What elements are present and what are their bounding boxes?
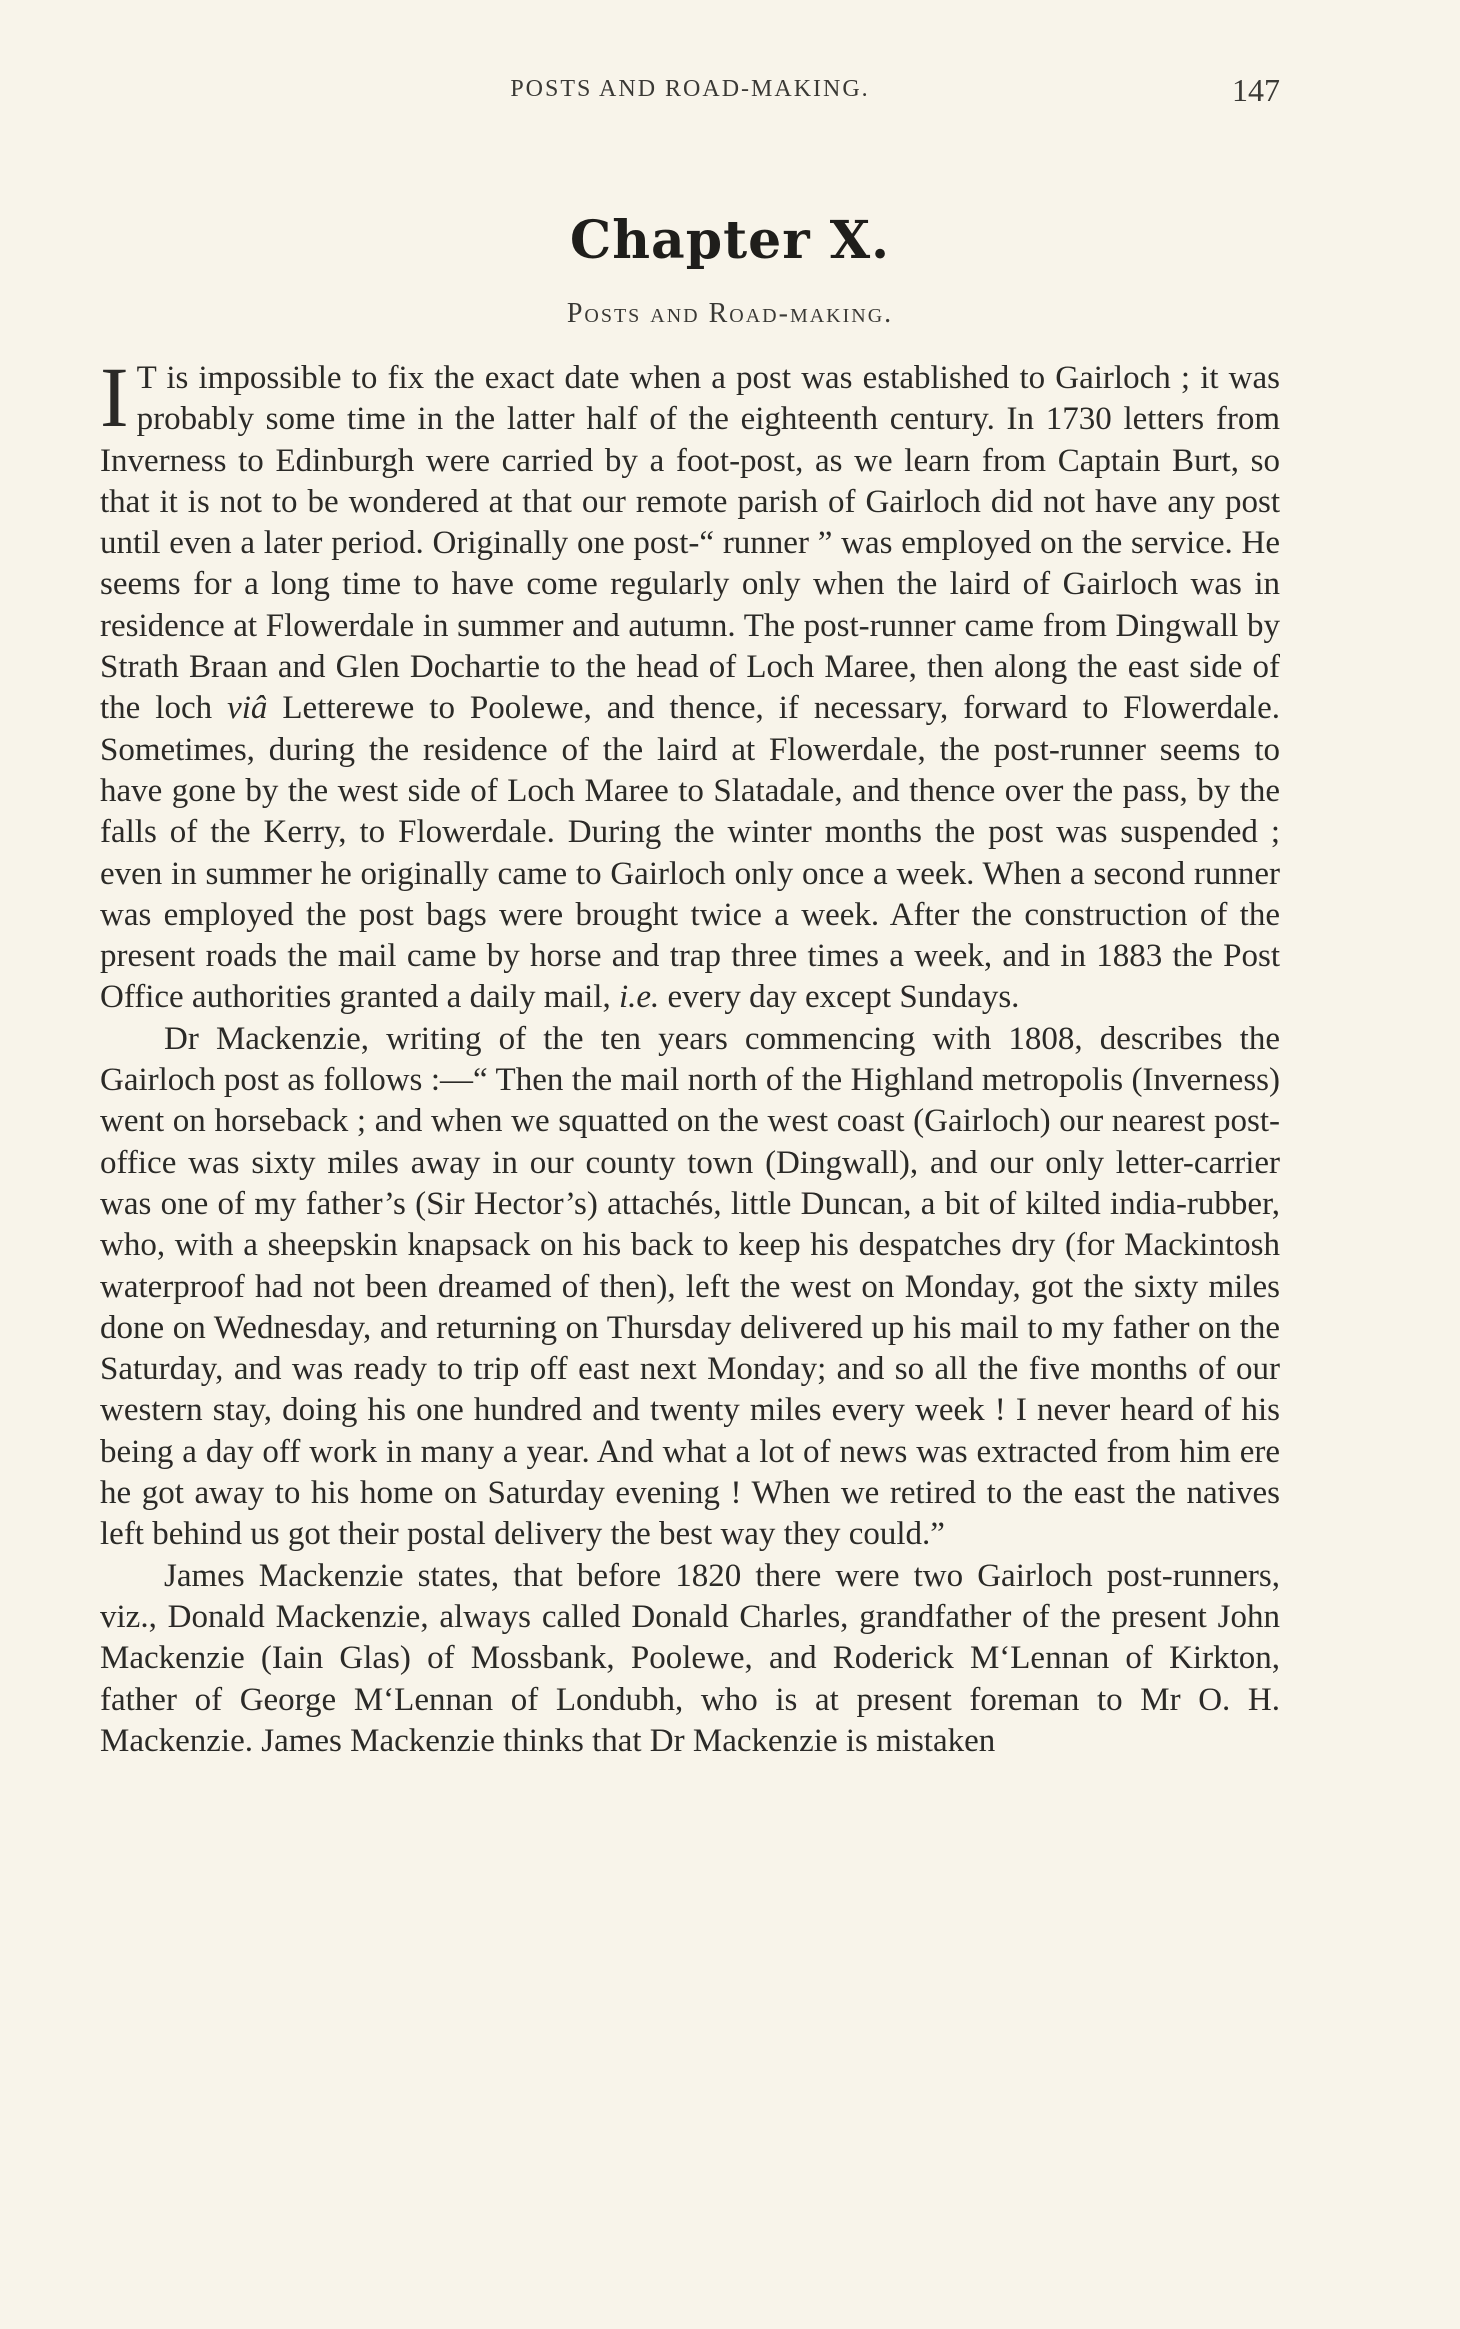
running-head	[100, 72, 1280, 116]
section-title: Posts and Road-making.	[566, 298, 894, 329]
paragraph-1-text: is impossible to fix the exact date when a post was established to Gairloch ; it was probably some time in the latter half of the eighteenth century. In 1730 letters from Inverness to Edinburgh were carried by a foot-post, as we learn from Captain Burt, so that it is not to be wondered at that our remote parish of Gairloch did not have any post until even a later period. Originally one post-“ runner ” was employed on the service. He seems for a long time to have come regularly only when the laird of Gairloch was in residence at Flowerdale in summer and autumn. The post-runner came from Dingwall by Strath Braan and Glen Dochartie to the head of Loch Maree, then along the east side of the loch	[100, 360, 1280, 727]
paragraph-1	[100, 349, 1280, 1019]
paragraph-2: Dr Mackenzie, writing of the ten years commencing with 1808, describes the Gairloch post as follows :—“ Then the mail north of the Highland metropolis (Inverness) went on horseback ; and when we squatted on the west coast (Gairloch) our nearest post-office was sixty miles away in our county town (Dingwall), and our only letter-carrier was one of my father’s (Sir Hector’s) attachés, little Duncan, a bit of kilted india-rubber, who, with a sheepskin knapsack on his back to keep his despatches dry (for Mackintosh waterproof had not been dreamed of then), left the west on Monday, got the sixty miles done on Wednesday, and returning on Thursday delivered up his mail to my father on the Saturday, and was ready to trip off east next Monday; and so all the five months of our western stay, doing his one hundred and twenty miles every week ! I never heard of his being a day off work in many a year. And what a lot of news was extracted from him ere he got away to his home on Saturday evening ! When we retired to the east the natives left behind us got their postal delivery the best way they could.”	[100, 1020, 1280, 1553]
page-number: 147	[1232, 72, 1280, 108]
chapter-title: Chapter X.	[569, 210, 891, 271]
body-text	[100, 349, 1280, 1762]
paragraph-1-text-2: Letterewe to Poolewe, and thence, if necessary, forward to Flowerdale. Sometimes, during the residence of the laird at Flowerdale, the post-runner seems to have gone by the west side of Loch Maree to Slatadale, and thence over the pass, by the falls of the Kerry, to Flowerdale. During the winter months the post was suspended ; even in summer he originally came to Gairloch only once a week. When a second runner was employed the post bags were brought twice a week. After the construction of the present roads the mail came by horse and trap three times a week, and in 1883 the Post Office authorities granted a daily mail,	[100, 690, 1280, 1016]
italic-ie: i.e.	[618, 979, 660, 1016]
italic-via: viâ	[227, 690, 268, 727]
drop-cap: I	[100, 349, 129, 445]
paragraph-1-text-3: every day except Sundays.	[659, 979, 1020, 1016]
running-title: POSTS AND ROAD-MAKING.	[510, 76, 870, 102]
paragraph-3: James Mackenzie states, that before 1820 there were two Gairloch post-runners, viz., Donald Mackenzie, always called Donald Charles, grandfather of the present John Mackenzie (Iain Glas) of Mossbank, Poolewe, and Roderick M‘Lennan of Kirkton, father of George M‘Lennan of Londubh, who is at present foreman to Mr O. H. Mackenzie. James Mackenzie thinks that Dr Mackenzie is mistaken	[100, 1557, 1280, 1759]
first-word-rest: T	[136, 360, 157, 396]
